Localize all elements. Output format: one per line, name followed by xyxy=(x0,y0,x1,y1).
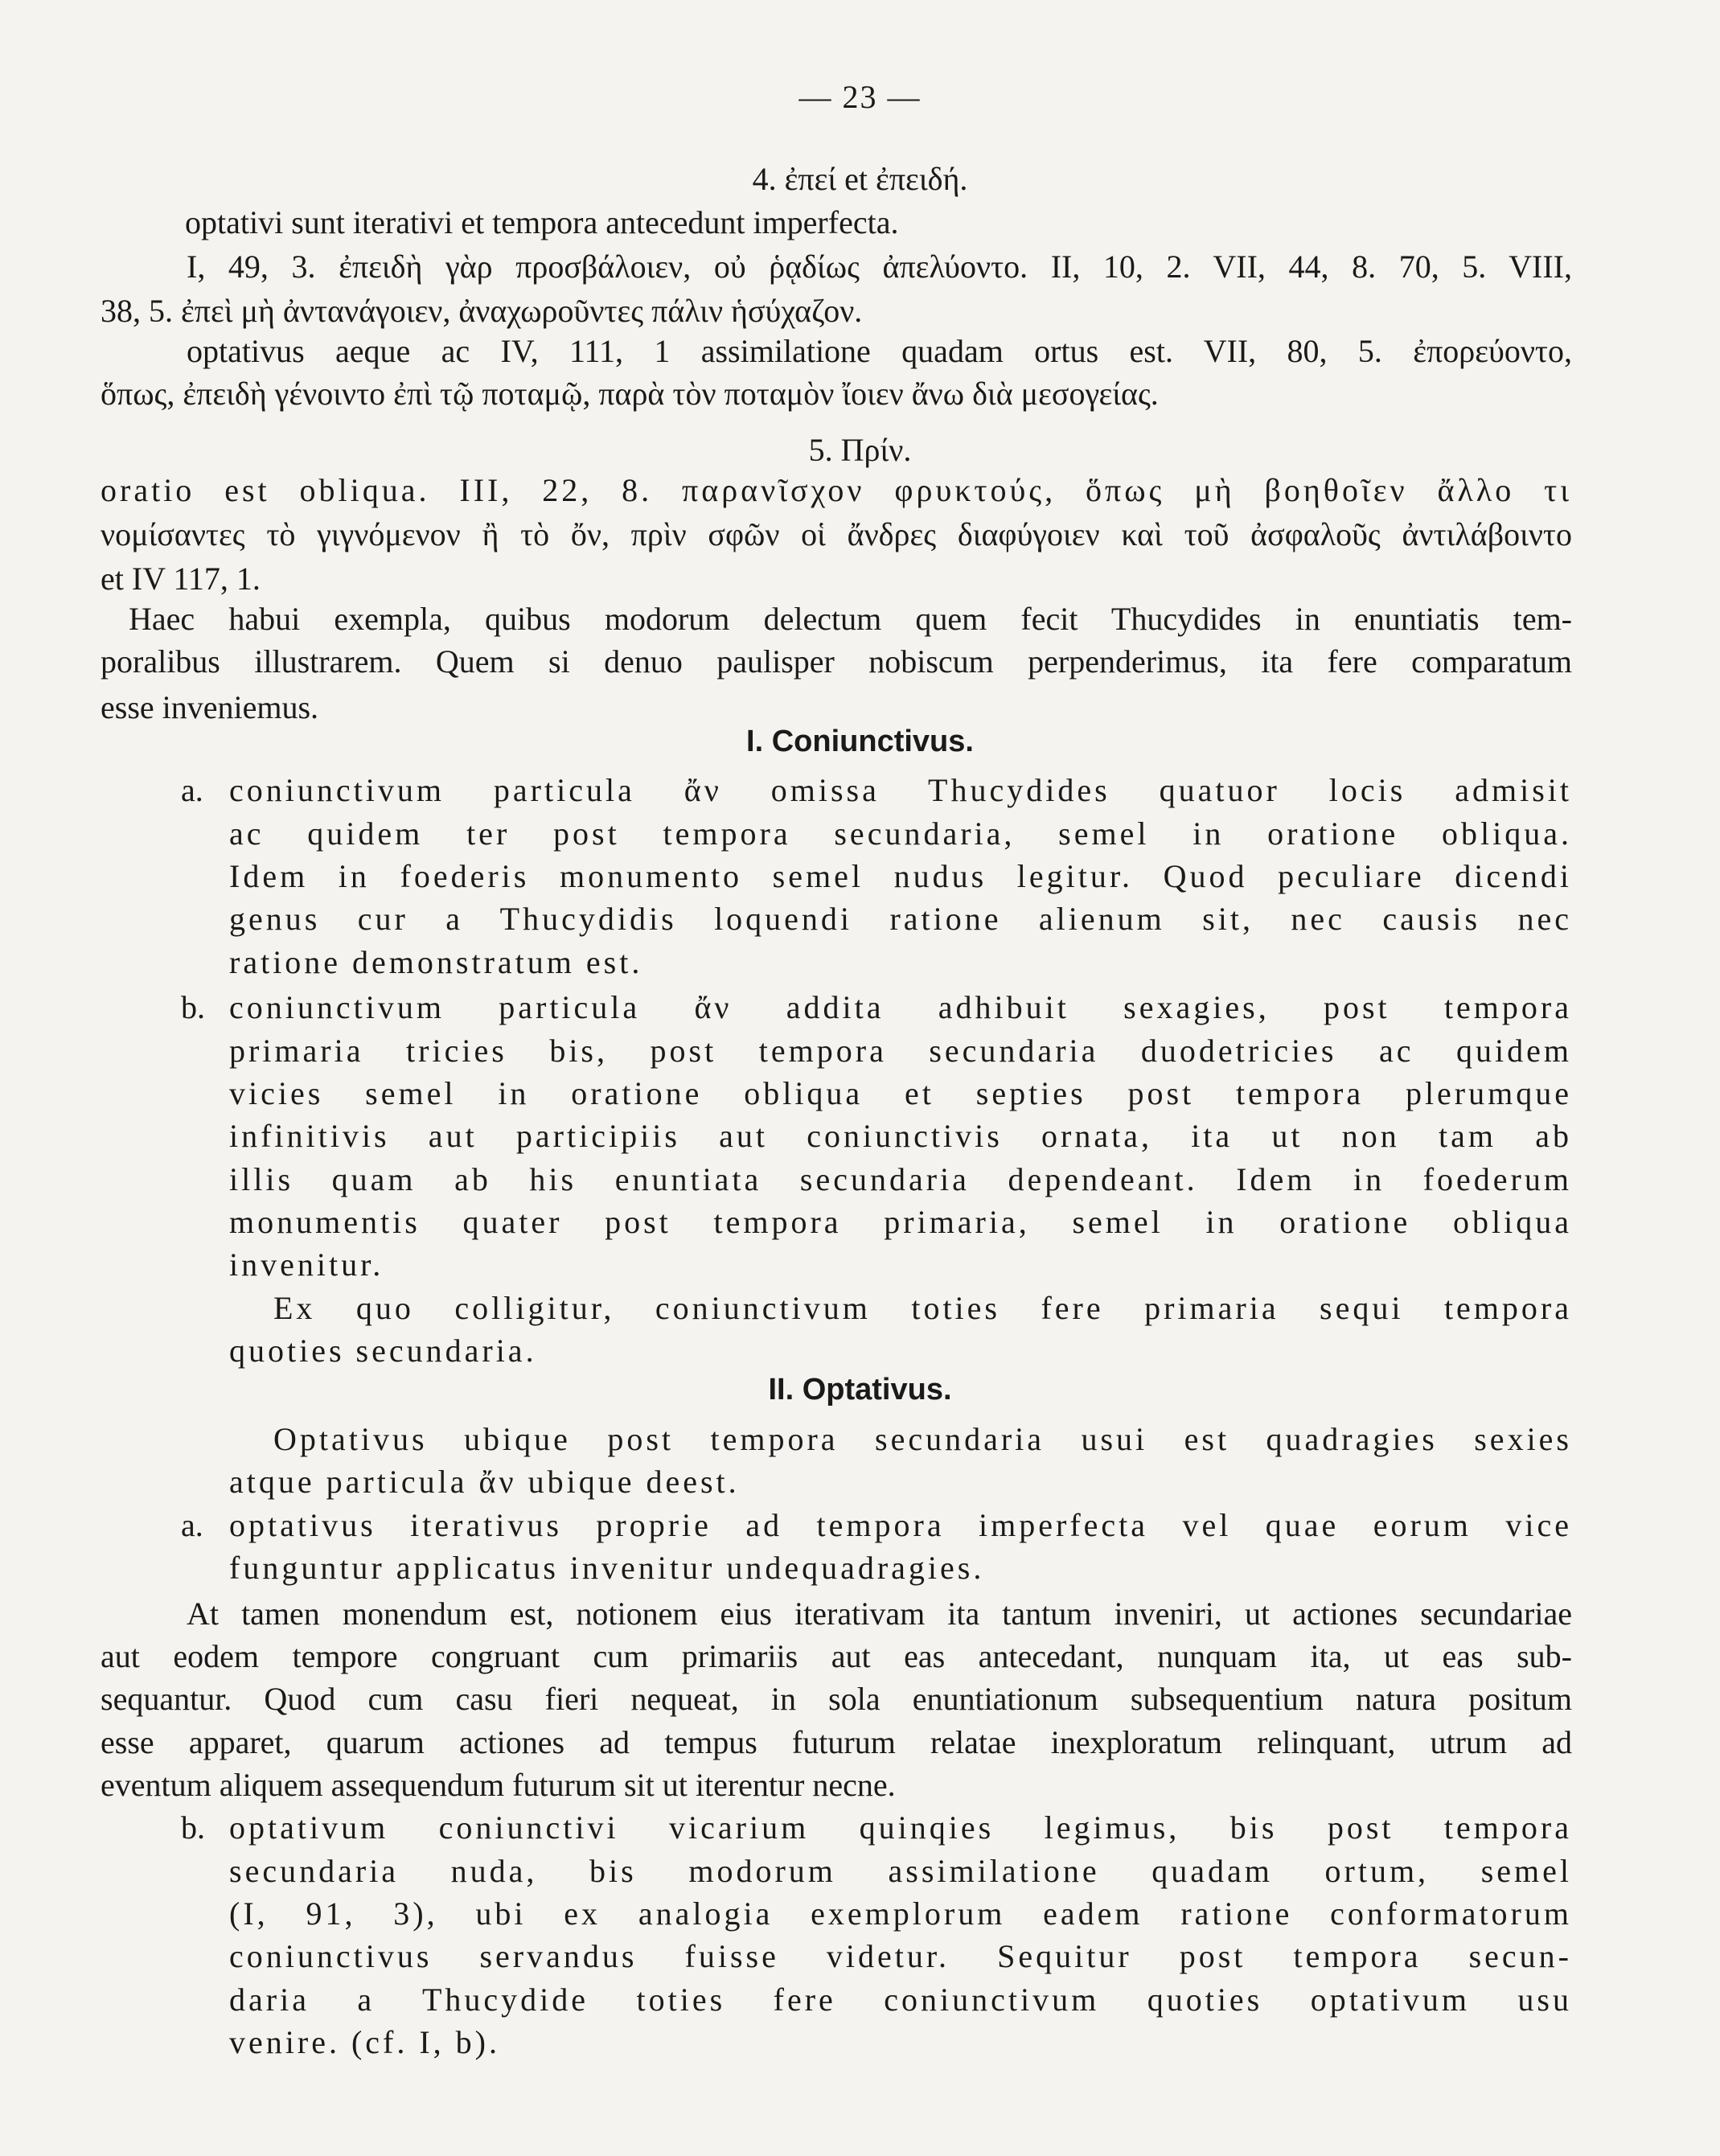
text-line: et IV 117, 1. xyxy=(101,561,261,597)
text-line: daria a Thucydide toties fere coniunctivum quoties optativum usu xyxy=(229,1981,1572,2018)
text-line: vicies semel in oratione obliqua et septies post tempora plerumque xyxy=(229,1075,1572,1111)
text-line: optativus aeque ac IV, 111, 1 assimilatione quadam ortus est. VII, 80, 5. ἐπορεύοντο, xyxy=(187,333,1572,369)
text-line: ac quidem ter post tempora secundaria, semel in oratione obliqua. xyxy=(229,815,1572,852)
text-line: coniunctivus servandus fuisse videtur. Sequitur post tempora secun- xyxy=(229,1938,1572,1974)
text-line: aut eodem tempore congruant cum primariis aut eas antecedant, nunquam ita, ut eas sub- xyxy=(101,1638,1572,1674)
text-line: oratio est obliqua. III, 22, 8. παρανῖσχον φρυκτούς, ὅπως μὴ βοηθοῖεν ἄλλο τι xyxy=(101,472,1572,508)
section-heading-optativus: II. Optativus. xyxy=(768,1373,952,1407)
item-marker: a. xyxy=(181,1507,203,1543)
item-marker: a. xyxy=(181,772,203,808)
text-line: monumentis quater post tempora primaria, semel in oratione obliqua xyxy=(229,1204,1572,1240)
text-line: funguntur applicatus invenitur undequadragies. xyxy=(229,1550,985,1586)
text-line: esse apparet, quarum actiones ad tempus futurum relatae inexploratum relinquant, utrum ad xyxy=(101,1724,1572,1760)
text-line: poralibus illustrarem. Quem si denuo paulisper nobiscum perpenderimus, ita fere comparatum xyxy=(101,643,1572,680)
text-line: primaria tricies bis, post tempora secundaria duodetricies ac quidem xyxy=(229,1033,1572,1069)
text-line: Idem in foederis monumento semel nudus legitur. Quod peculiare dicendi xyxy=(229,858,1572,894)
section-heading-4: 4. ἐπεί et ἐπειδή. xyxy=(752,161,968,197)
text-line: 38, 5. ἐπεὶ μὴ ἀντανάγοιεν, ἀναχωροῦντες πάλιν ἡσύχαζον. xyxy=(101,293,863,329)
text-line: (I, 91, 3), ubi ex analogia exemplorum eadem ratione conformatorum xyxy=(229,1895,1572,1932)
text-line: atque particula ἄν ubique deest. xyxy=(229,1464,740,1500)
item-marker: b. xyxy=(181,1809,205,1846)
text-line: At tamen monendum est, notionem eius iterativam ita tantum inveniri, ut actiones secundariae xyxy=(187,1595,1572,1632)
text-line: sequantur. Quod cum casu fieri nequeat, in sola enuntiationum subsequentium natura positum xyxy=(101,1681,1572,1717)
text-line: ὅπως, ἐπειδὴ γένοιντο ἐπὶ τῷ ποταμῷ, παρὰ τὸν ποταμὸν ἴοιεν ἄνω διὰ μεσογείας. xyxy=(101,376,1159,412)
text-line: coniunctivum particula ἄν omissa Thucydides quatuor locis admisit xyxy=(229,772,1572,808)
text-line: I, 49, 3. ἐπειδὴ γὰρ προσβάλοιεν, οὐ ῥᾳδίως ἀπελύοντο. II, 10, 2. VII, 44, 8. 70, 5. VIII, xyxy=(187,248,1572,285)
page-number: — 23 — xyxy=(798,79,922,115)
text-line: illis quam ab his enuntiata secundaria dependeant. Idem in foederum xyxy=(229,1161,1572,1197)
text-line: venire. (cf. I, b). xyxy=(229,2024,500,2060)
text-line: secundaria nuda, bis modorum assimilatione quadam ortum, semel xyxy=(229,1853,1572,1889)
text-line: eventum aliquem assequendum futurum sit ut iterentur necne. xyxy=(101,1767,896,1803)
section-heading-5: 5. Πρίν. xyxy=(808,432,912,468)
text-line: νομίσαντες τὸ γιγνόμενον ἢ τὸ ὄν, πρὶν σφῶν οἱ ἄνδρες διαφύγοιεν καὶ τοῦ ἀσφαλοῦς ἀντιλάβοιντο xyxy=(101,516,1572,552)
text-line: optativus iterativus proprie ad tempora imperfecta vel quae eorum vice xyxy=(229,1507,1572,1543)
text-line: esse inveniemus. xyxy=(101,689,319,725)
text-line: optativi sunt iterativi et tempora antecedunt imperfecta. xyxy=(185,204,899,240)
text-line: quoties secundaria. xyxy=(229,1333,537,1369)
text-line: Ex quo colligitur, coniunctivum toties fere primaria sequi tempora xyxy=(273,1290,1572,1326)
text-line: infinitivis aut participiis aut coniunctivis ornata, ita ut non tam ab xyxy=(229,1118,1572,1154)
text-line: ratione demonstratum est. xyxy=(229,944,643,980)
text-line: genus cur a Thucydidis loquendi ratione alienum sit, nec causis nec xyxy=(229,901,1572,937)
text-line: optativum coniunctivi vicarium quinqies legimus, bis post tempora xyxy=(229,1809,1572,1846)
text-line: invenitur. xyxy=(229,1246,384,1283)
text-line: Optativus ubique post tempora secundaria usui est quadragies sexies xyxy=(273,1421,1572,1457)
section-heading-coniunctivus: I. Coniunctivus. xyxy=(746,725,974,758)
text-line: coniunctivum particula ἄν addita adhibuit sexagies, post tempora xyxy=(229,989,1572,1025)
text-line: Haec habui exempla, quibus modorum delectum quem fecit Thucydides in enuntiatis tem- xyxy=(129,601,1572,637)
item-marker: b. xyxy=(181,989,205,1025)
